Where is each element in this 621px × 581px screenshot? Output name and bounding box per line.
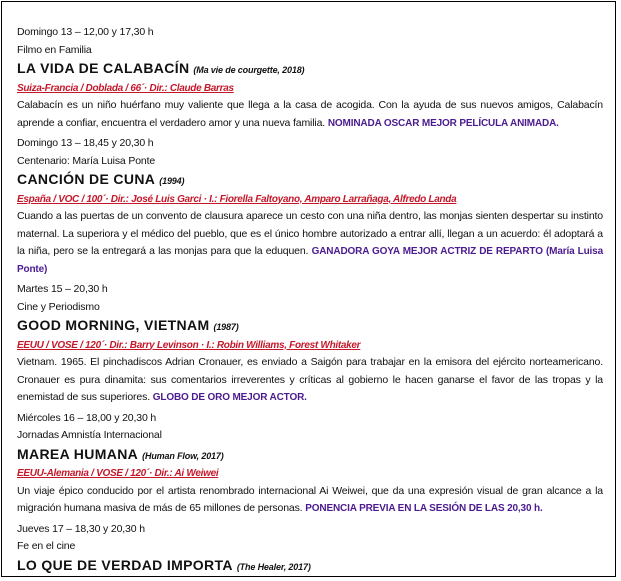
film-entry [17,521,603,577]
film-title: LO QUE DE VERDAD IMPORTA [17,556,233,573]
film-original-title: (1987) [213,322,239,332]
film-schedule: Martes 15 – 20,30 h [17,283,108,295]
program-frame [1,1,616,577]
film-award: PONENCIA PREVIA EN LA SESIÓN DE LAS 20,30 h. [305,503,543,514]
film-credits: EEUU-Alemania / VOSE / 120´· Dir.: Ai Weiwei [17,468,219,479]
film-entry [17,24,603,132]
film-title-row [17,317,603,337]
film-credits: Suiza-Francia / Doblada / 66´· Dir.: Claude Barras [17,82,234,94]
film-synopsis: Calabacín es un niño huérfano muy valiente que llega a la casa de acogida. Con la ayuda de sus nuevos amigos, Calabacín aprende a confiar, encuentra el verdadero amor y una nueva familia. [17,99,603,129]
film-title: GOOD MORNING, VIETNAM [17,317,210,333]
program-listing [17,24,603,577]
film-synopsis-block [17,354,603,407]
film-synopsis-block [17,208,603,278]
film-original-title: (The Healer, 2017) [236,561,311,572]
film-schedule: Miércoles 16 – 18,00 y 20,30 h [17,411,157,424]
film-credits: España / VOC / 100´· Dir.: José Luis Garci · I.: Fiorella Faltoyano, Amparo Larrañaga, Alfredo Landa [17,193,457,205]
film-credits: EEUU / VOSE / 120´· Dir.: Barry Levinson · I.: Robin Williams, Forest Whitaker [17,339,361,351]
film-synopsis-block [17,97,603,132]
film-synopsis: Un viaje épico conducido por el artista renombrado internacional Ai Weiwei, que da una expresión visual de gran alcance a la migración humana masiva de más de 65 millones de personas. [17,484,603,514]
film-cycle: Fe en el cine [17,540,76,552]
film-title: MAREA HUMANA [17,445,139,462]
film-synopsis-block [17,483,603,518]
film-entry [17,281,603,407]
film-title-row [17,171,603,191]
film-schedule: Domingo 13 – 18,45 y 20,30 h [17,137,154,149]
film-award: NOMINADA OSCAR MEJOR PELÍCULA ANIMADA. [327,117,559,129]
film-schedule: Domingo 13 – 12,00 y 17,30 h [17,26,154,38]
film-cycle: Cine y Periodismo [17,300,100,313]
film-award: GLOBO DE ORO MEJOR ACTOR. [152,392,307,403]
film-entry [17,135,603,278]
film-schedule: Jueves 17 – 18,30 y 20,30 h [17,522,145,535]
film-award: GANADORA GOYA MEJOR ACTRIZ DE REPARTO (María Luisa Ponte) [17,246,604,275]
film-original-title: (1994) [159,176,185,186]
film-cycle: Centenario: María Luisa Ponte [17,154,156,167]
film-synopsis: Cuando a las puertas de un convento de clausura aparece un cesto con una niña dentro, las monjas sienten despertar su instinto maternal. La superiora y el médico del pueblo, que es el único hombre autorizado a entrar allí, llegan a un acuerdo: él adoptará a la niña, pero se la entregará a las monjas para que la eduquen. [17,210,603,257]
film-cycle: Filmo en Familia [17,43,92,56]
film-original-title: (Ma vie de courgette, 2018) [193,65,305,75]
film-title-row [17,446,603,466]
film-synopsis: Vietnam. 1965. El pinchadiscos Adrian Cronauer, es enviado a Saigón para trabajar en la emisora del ejército norteamericano. Cronauer es pura dinamita: sus comentarios irreverentes y críticas al gobierno le hacen ganarse el favor de las tropas y la enemistad de sus superiores. [17,356,603,403]
film-title: LA VIDA DE CALABACÍN [17,60,190,76]
film-original-title: (Human Flow, 2017) [142,450,224,461]
film-entry [17,410,603,518]
film-title-row [17,557,603,577]
film-cycle: Jornadas Amnistía Internacional [17,429,162,441]
film-title-row [17,60,603,80]
film-title: CANCIÓN DE CUNA [17,171,156,187]
